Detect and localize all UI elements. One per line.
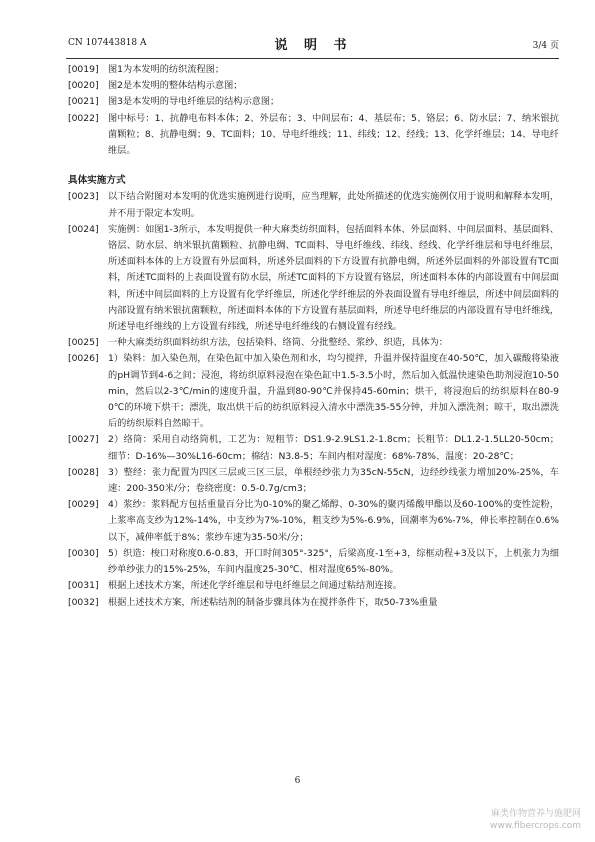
watermark-url: www.fibercrops.com [490, 821, 581, 831]
paragraph-number: [0025] [68, 337, 99, 349]
paragraph-number: [0029] [68, 499, 99, 511]
document-title: 说 明 书 [274, 38, 353, 53]
paragraph [68, 497, 559, 546]
paragraph-number: [0019] [68, 64, 99, 75]
paragraph [68, 595, 559, 611]
paragraph [68, 94, 559, 110]
paragraph [68, 62, 559, 78]
paragraph [68, 432, 559, 464]
paragraph-text: 5）织造：梭口对称度0.6-0.83，开口时间305°-325°，后梁高度-1至+3，综框动程+3及以下，上机张力为细纱单纱张力的15%-25%，车间内温度25-30℃、相对湿度65%-80%。 [108, 547, 559, 576]
paragraph-text: 实施例：如图1-3所示，本发明提供一种大麻类纺织面料，包括面料本体、外层面料、中间层面料、基层面料、铬层、防水层、纳米银抗菌颗粒、抗静电绸、TC面料、导电纤维线、纬线、经线、化学纤维层和导电纤维层，所述面料本体的上方设置有外层面料，所述外层面料的下方设置有抗静电绸，所述外层面料的外部设置有TC面料，所述TC面料的上表面设置有防水层，所述TC面料的下方设置有铬层，所述面料本体的内部设置有中间层面料，所述中间层面料的上方设置有化学纤维层，所述化学纤维层的外表面设置有导电纤维层，所述中间层面料的内部设置有纳米银抗菌颗粒，所述面料本体的下方设置有基层面料，所述导电纤维层的内部设置有导电纤维线，所述导电纤维线的上方设置有纬线，所述导电纤维线的右侧设置有经线。 [108, 223, 559, 333]
paragraph [68, 546, 559, 578]
paragraph-number: [0021] [68, 96, 99, 108]
paragraph-number: [0032] [68, 596, 99, 608]
paragraph-number: [0020] [68, 80, 99, 92]
paragraph-text: 以下结合附图对本发明的优选实施例进行说明，应当理解，此处所描述的优选实施例仅用于说明和解释本发明，并不用于限定本发明。 [108, 191, 559, 219]
paragraph-text: 1）染料：加入染色剂，在染色缸中加入染色剂和水，均匀搅拌，升温并保持温度在40-50℃，加入碳酸将染液的pH调节到4-6之间；浸泡，将纺织原料浸泡在染色缸中1.5-3.5小时，然后加入低温快速染色助剂浸泡10-50min，然后以2-3℃/min的速度升温，升温到80-90℃并保持45-60min；烘干，将浸泡后的纺织原料在80-90℃的环境下烘干；漂洗，取出烘干后的纺织原料浸入清水中漂洗35-55分钟，并加入漂洗剂；晾干，取出漂洗后的纺织原料自然晾干。 [108, 353, 559, 430]
document-body [68, 62, 559, 611]
paragraph-text: 3）整经：张力配置为四区三层或三区三层，单根经纱张力为35cN-55cN，边经纱线张力增加20%-25%，车速：200-350米/分；卷绕密度：0.5-0.7g/cm3； [108, 466, 559, 495]
paragraph-text: 2）络筒：采用自动络筒机，工艺为：短粗节：DS1.9-2.9LS1.2-1.8cm；长粗节：DL1.2-1.5LL20-50cm；细节：D-16%—30%L16-60cm；棉结：N3.8-5；车间内相对湿度：68%-78%、温度：20-28℃； [108, 434, 559, 462]
patent-number: CN 107443818 A [68, 38, 147, 48]
paragraph [68, 335, 559, 351]
paragraph-number: [0031] [68, 580, 99, 592]
paragraph-text: 图2是本发明的整体结构示意图； [108, 80, 243, 92]
paragraph-text: 图1为本发明的纺织流程图； [108, 64, 225, 75]
section-heading: 具体实施方式 [68, 175, 126, 187]
paragraph-number: [0022] [68, 112, 99, 124]
page-number: 6 [294, 776, 301, 786]
paragraph-number: [0023] [68, 191, 99, 203]
paragraph-number: [0024] [68, 223, 99, 235]
paragraph [68, 189, 559, 221]
paragraph-number: [0027] [68, 434, 99, 446]
paragraph [68, 465, 559, 497]
site-watermark [490, 808, 581, 832]
paragraph-text: 图中标号：1、抗静电布料本体；2、外层布；3、中间层布；4、基层布；5、铬层；6、防水层；7、纳米银抗菌颗粒；8、抗静电绸；9、TC面料；10、导电纤维线；11、纬线；12、经线；13、化学纤维层；14、导电纤维层。 [108, 112, 559, 157]
paragraph-number: [0026] [68, 353, 99, 365]
paragraph-number: [0030] [68, 547, 99, 559]
paragraph-text: 根据上述技术方案，所述化学纤维层和导电纤维层之间通过粘结剂连接。 [108, 580, 402, 592]
page-header [68, 34, 559, 54]
paragraph [68, 78, 559, 94]
paragraph-number: [0028] [68, 466, 99, 478]
paragraph-text: 图3是本发明的导电纤维层的结构示意图； [108, 96, 280, 108]
watermark-text: 麻类作物营养与施肥网 [490, 809, 581, 819]
header-divider [66, 58, 559, 59]
paragraph-text: 一种大麻类纺织面料纺织方法，包括染料、络筒、分批整经、浆纱、织造，具体为： [108, 337, 448, 349]
paragraph [68, 222, 559, 335]
paragraph-text: 根据上述技术方案，所述粘结剂的制备步骤具体为在搅拌条件下，取50-73%重量 [108, 596, 438, 608]
paragraph [68, 351, 559, 432]
paragraph [68, 111, 559, 160]
paragraph-text: 4）浆纱：浆料配方包括重量百分比为0-10%的聚乙烯醇、0-30%的聚丙烯酸甲酯以及60-100%的变性淀粉，上浆率高支纱为12%-14%，中支纱为7%-10%，粗支纱为5%-6.9%，回潮率为6%-7%，伸长率控制在0.6%以下，减伸率低于8%；浆纱车速为35-50米/分； [108, 499, 559, 543]
paragraph [68, 578, 559, 594]
page-indicator: 3/4 页 [532, 41, 559, 51]
